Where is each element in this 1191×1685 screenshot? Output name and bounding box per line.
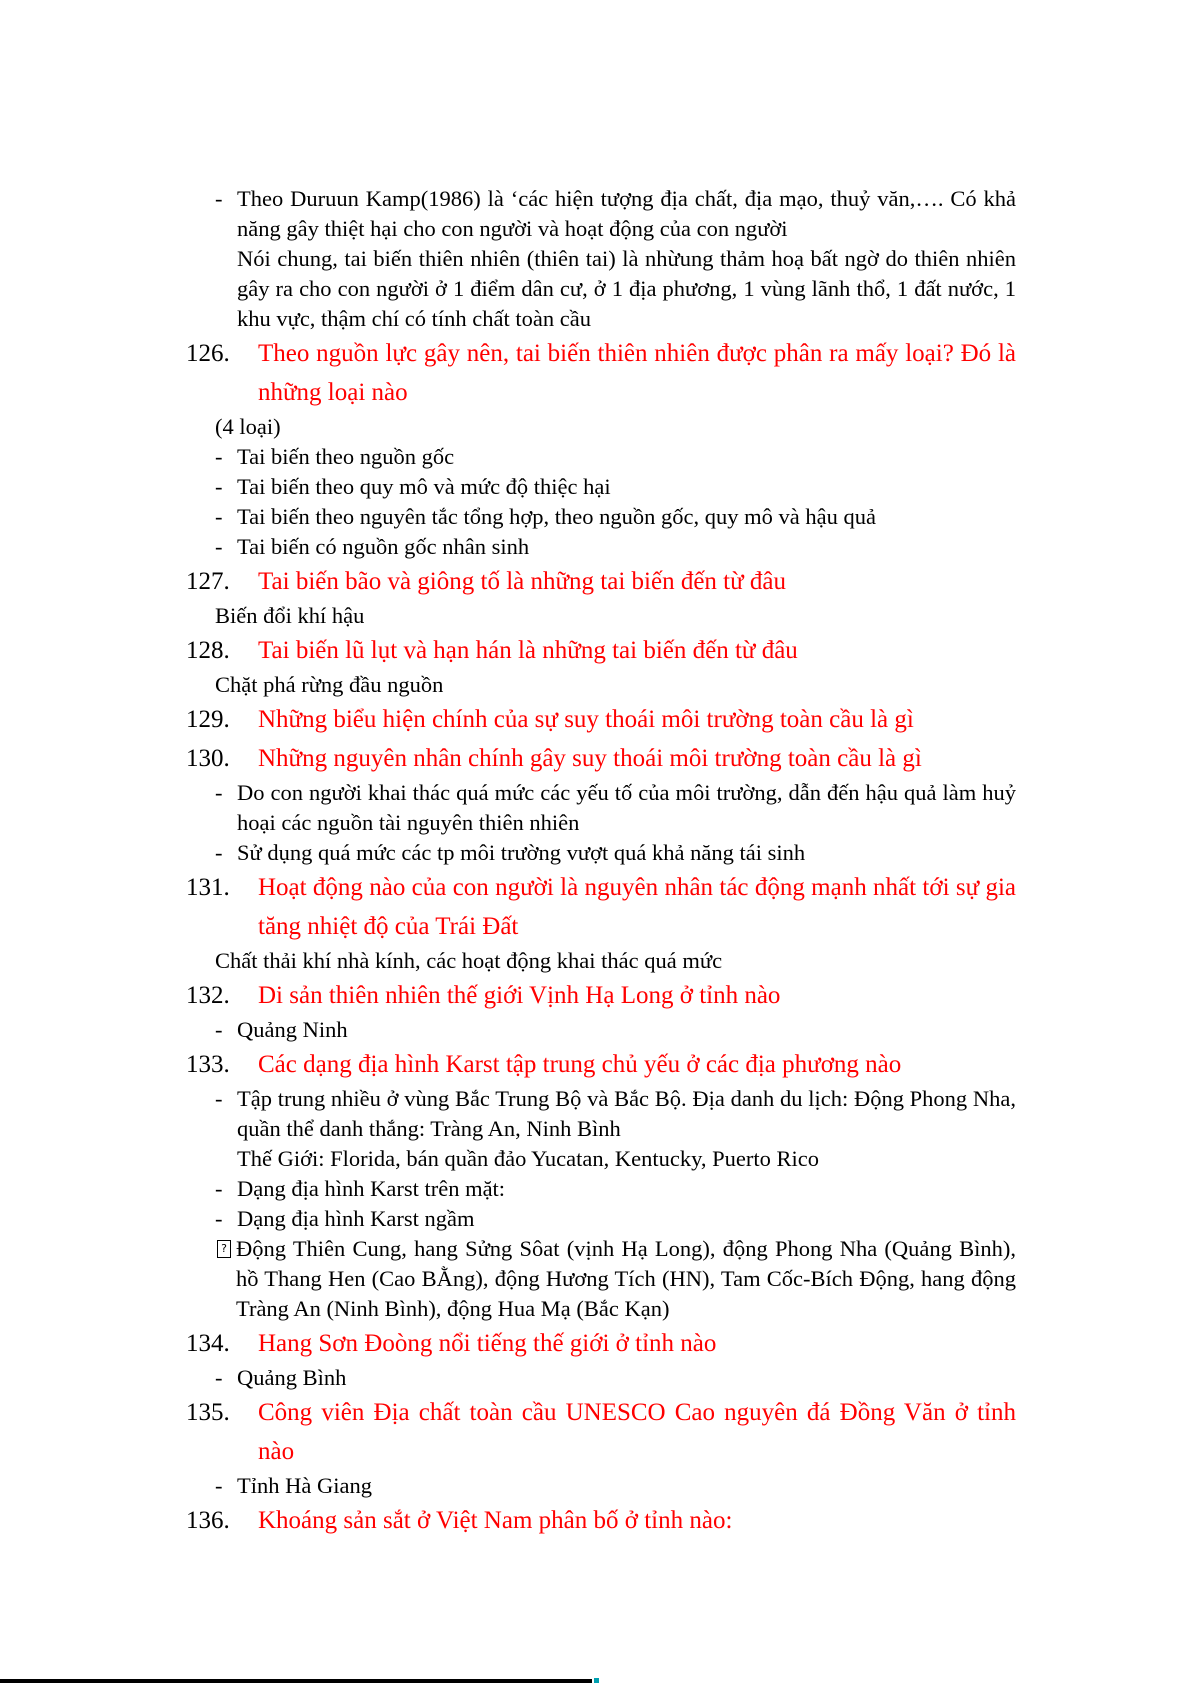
answer-text: Tai biến theo nguồn gốc <box>237 444 455 469</box>
answer-text: Thế Giới: Florida, bán quần đảo Yucatan, Kentucky, Puerto Rico <box>237 1146 819 1171</box>
answer-dash-item <box>215 778 1016 838</box>
answer-text: Tai biến theo quy mô và mức độ thiệc hại <box>237 474 611 499</box>
answer-plain-text <box>215 412 1016 442</box>
answer-dash-item <box>215 472 1016 502</box>
dash-bullet: - <box>215 1176 223 1201</box>
answer-dash-item <box>215 1084 1016 1144</box>
question-text: Hoạt động nào của con người là nguyên nhân tác động mạnh nhất tới sự gia tăng nhiệt độ của Trái Đất <box>258 874 1016 940</box>
dash-bullet: - <box>215 840 223 865</box>
answer-plain-text <box>215 670 1016 700</box>
question-text: Di sản thiên nhiên thế giới Vịnh Hạ Long ở tỉnh nào <box>258 982 781 1009</box>
answer-text: Tai biến có nguồn gốc nhân sinh <box>237 534 530 559</box>
answer-dash-item <box>215 1204 1016 1234</box>
question-text: Tai biến bão và giông tố là những tai biến đến từ đâu <box>258 568 787 595</box>
missing-glyph-icon: ? <box>217 1240 231 1258</box>
question-number: 136. <box>186 1507 230 1534</box>
question-item <box>186 1324 1016 1363</box>
dash-bullet: - <box>215 534 223 559</box>
answer-plain-text <box>215 601 1016 631</box>
answer-plain-text <box>215 946 1016 976</box>
table-top-border <box>0 1679 592 1683</box>
question-item <box>186 868 1016 946</box>
question-item <box>186 334 1016 412</box>
dash-bullet: - <box>215 504 223 529</box>
answer-text: Chất thải khí nhà kính, các hoạt động khai thác quá mức <box>215 948 723 973</box>
question-item <box>186 700 1016 739</box>
question-number: 134. <box>186 1330 230 1357</box>
question-number: 126. <box>186 340 230 367</box>
answer-dash-item <box>215 532 1016 562</box>
question-item <box>186 1393 1016 1471</box>
answer-text: Theo Duruun Kamp(1986) là ‘các hiện tượng địa chất, địa mạo, thuỷ văn,…. Có khả năng gây thiệt hại cho con người và hoạt động của con người <box>237 186 1016 241</box>
question-text: Các dạng địa hình Karst tập trung chủ yếu ở các địa phương nào <box>258 1051 902 1078</box>
dash-bullet: - <box>215 1473 223 1498</box>
question-number: 127. <box>186 568 230 595</box>
question-text: Hang Sơn Đoòng nổi tiếng thế giới ở tỉnh nào <box>258 1330 717 1357</box>
answer-text: Do con người khai thác quá mức các yếu tố của môi trường, dẫn đến hậu quả làm huỷ hoại các nguồn tài nguyên thiên nhiên <box>237 780 1016 835</box>
question-text: Tai biến lũ lụt và hạn hán là những tai biến đến từ đâu <box>258 637 798 664</box>
answer-dash-item <box>215 1471 1016 1501</box>
answer-text: Tỉnh Hà Giang <box>237 1473 372 1498</box>
answer-dash-item <box>215 838 1016 868</box>
dash-bullet: - <box>215 1206 223 1231</box>
question-item <box>186 562 1016 601</box>
answer-text: Quảng Ninh <box>237 1017 348 1042</box>
question-text: Những nguyên nhân chính gây suy thoái môi trường toàn cầu là gì <box>258 745 922 772</box>
question-text: Công viên Địa chất toàn cầu UNESCO Cao nguyên đá Đồng Văn ở tỉnh nào <box>258 1399 1016 1465</box>
missing-glyph-item <box>217 1234 1016 1324</box>
answer-text: Quảng Bình <box>237 1365 347 1390</box>
answer-dash-item <box>215 1174 1016 1204</box>
answer-text: Nói chung, tai biến thiên nhiên (thiên tai) là nhừung thảm hoạ bất ngờ do thiên nhiên gây ra cho con người ở 1 điểm dân cư, ở 1 địa phương, 1 vùng lãnh thổ, 1 đất nước, 1 khu vực, thậm chí có tính chất toàn cầu <box>237 246 1016 331</box>
question-number: 130. <box>186 745 230 772</box>
dash-bullet: - <box>215 186 223 211</box>
question-text: Theo nguồn lực gây nên, tai biến thiên nhiên được phân ra mấy loại? Đó là những loại nào <box>258 340 1016 406</box>
answer-text: Biến đổi khí hậu <box>215 603 365 628</box>
dash-bullet: - <box>215 780 223 805</box>
paragraph-continuation <box>237 244 1016 334</box>
question-number: 133. <box>186 1051 230 1078</box>
dash-bullet: - <box>215 474 223 499</box>
dash-bullet: - <box>215 1017 223 1042</box>
question-item <box>186 631 1016 670</box>
question-number: 135. <box>186 1399 230 1426</box>
question-number: 129. <box>186 706 230 733</box>
answer-text: Tập trung nhiều ở vùng Bắc Trung Bộ và Bắc Bộ. Địa danh du lịch: Động Phong Nha, quần thể danh thắng: Tràng An, Ninh Bình <box>237 1086 1016 1141</box>
paragraph-continuation <box>237 1144 1016 1174</box>
answer-text: Động Thiên Cung, hang Sửng Sôat (vịnh Hạ Long), động Phong Nha (Quảng Bình), hồ Thang Hen (Cao BẰng), động Hương Tích (HN), Tam Cốc-Bích Động, hang động Tràng An (Ninh Bình), động Hua Mạ (Bắc Kạn) <box>236 1236 1016 1321</box>
answer-text: Chặt phá rừng đầu nguồn <box>215 672 444 697</box>
answer-text: Tai biến theo nguyên tắc tổng hợp, theo nguồn gốc, quy mô và hậu quả <box>237 504 876 529</box>
question-item <box>186 1045 1016 1084</box>
document-content <box>186 184 1016 1540</box>
answer-dash-item <box>215 502 1016 532</box>
question-text: Khoáng sản sắt ở Việt Nam phân bố ở tỉnh nào: <box>258 1507 733 1534</box>
question-number: 132. <box>186 982 230 1009</box>
dash-bullet: - <box>215 444 223 469</box>
answer-dash-item <box>215 1363 1016 1393</box>
answer-dash-item <box>215 1015 1016 1045</box>
answer-dash-item <box>215 184 1016 244</box>
question-item <box>186 739 1016 778</box>
dash-bullet: - <box>215 1365 223 1390</box>
teal-dot <box>594 1678 599 1683</box>
question-text: Những biểu hiện chính của sự suy thoái môi trường toàn cầu là gì <box>258 706 914 733</box>
question-item <box>186 976 1016 1015</box>
answer-text: Sử dụng quá mức các tp môi trường vượt quá khả năng tái sinh <box>237 840 806 865</box>
question-number: 128. <box>186 637 230 664</box>
question-number: 131. <box>186 874 230 901</box>
dash-bullet: - <box>215 1086 223 1111</box>
answer-text: (4 loại) <box>215 414 281 439</box>
answer-dash-item <box>215 442 1016 472</box>
answer-text: Dạng địa hình Karst trên mặt: <box>237 1176 506 1201</box>
question-item <box>186 1501 1016 1540</box>
answer-text: Dạng địa hình Karst ngầm <box>237 1206 475 1231</box>
